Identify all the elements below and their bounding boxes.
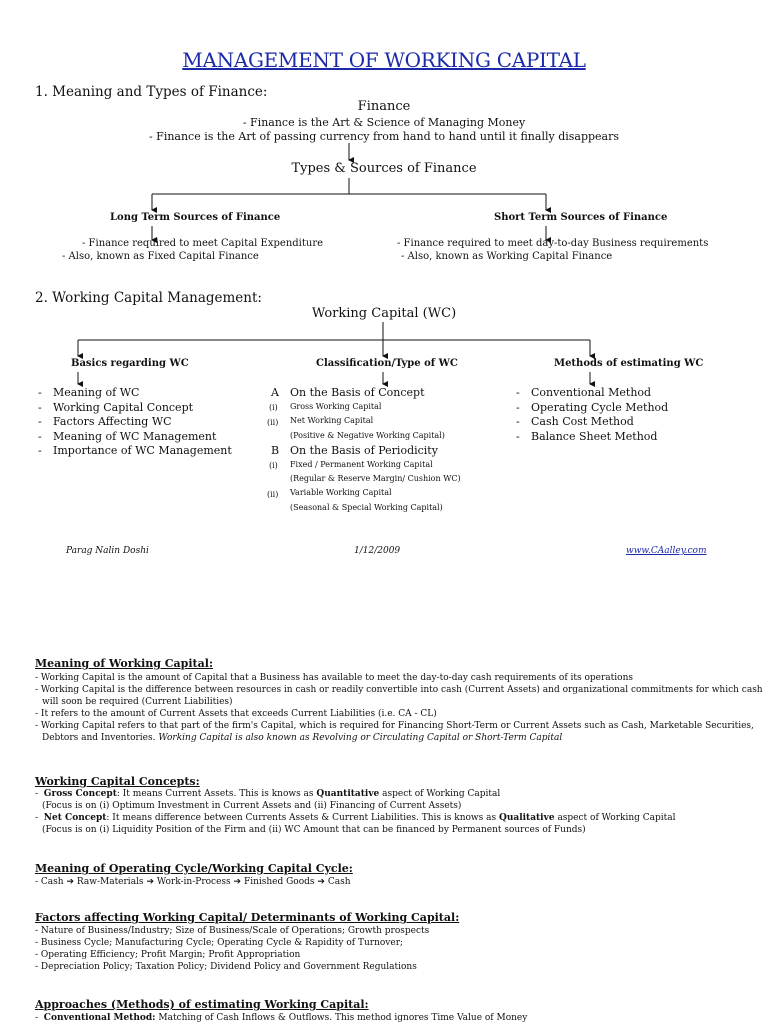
short-term-line-2: - Also, known as Working Capital Finance <box>401 251 613 262</box>
list-item: - Balance Sheet Method <box>516 429 658 443</box>
net-concept-line: - Net Concept: It means difference between Currents Assets & Current Liabilities. This is knows as Qualitative aspect of Working Capital <box>35 813 676 823</box>
classification-b-i-note: (Regular & Reserve Margin/ Cushion WC) <box>290 474 461 483</box>
classification-a-label: On the Basis of Concept <box>290 386 425 399</box>
arrow-right-icon: ➔ <box>66 877 75 887</box>
factors-heading: Factors affecting Working Capital/ Determinants of Working Capital: <box>35 911 460 924</box>
cycle-step: Raw-Materials <box>76 877 144 887</box>
methods-title: Methods of estimating WC <box>554 358 704 369</box>
classification-b-i: Fixed / Permanent Working Capital <box>290 460 433 469</box>
cycle-step: Cash <box>40 877 64 887</box>
factors-list <box>35 925 429 973</box>
cycle-step: Cash <box>327 877 351 887</box>
meaning-line-1: - Working Capital is the amount of Capital that a Business has available to meet the day-to-day cash requirements of its operations <box>35 673 633 683</box>
basics-list <box>38 386 232 459</box>
footer-date: 1/12/2009 <box>354 546 401 556</box>
classification-a-marker: A <box>271 386 279 399</box>
wc-concepts-heading: Working Capital Concepts: <box>35 775 200 788</box>
classification-a-ii: Net Working Capital <box>290 416 374 425</box>
operating-cycle-flow: - Cash ➔ Raw-Materials ➔ Work-in-Process ➔ Finished Goods ➔ Cash <box>35 877 351 887</box>
working-capital-title: Working Capital (WC) <box>311 306 457 321</box>
section-2-heading: 2. Working Capital Management: <box>35 290 262 306</box>
finance-line-1: - Finance is the Art & Science of Managing Money <box>242 116 526 129</box>
finance-title: Finance <box>357 99 411 114</box>
types-sources-title: Types & Sources of Finance <box>291 161 477 176</box>
list-item: - Cash Cost Method <box>516 415 634 428</box>
operating-cycle-heading: Meaning of Operating Cycle/Working Capital Cycle: <box>35 862 353 875</box>
net-concept-note: (Focus is on (i) Liquidity Position of the Firm and (ii) WC Amount that can be financed by Permanent sources of Funds) <box>42 825 586 835</box>
classification-b-ii-marker: (ii) <box>267 490 279 499</box>
cycle-step: Work-in-Process <box>156 877 231 887</box>
classification-a-i-marker: (i) <box>269 403 278 412</box>
long-term-line-1: - Finance required to meet Capital Expenditure <box>82 238 324 249</box>
gross-concept-note: (Focus is on (i) Optimum Investment in Current Assets and (ii) Financing of Current Assets) <box>42 801 462 811</box>
list-item: - Factors Affecting WC <box>38 415 172 428</box>
list-item: - Meaning of WC Management <box>38 429 217 443</box>
meaning-line-3: will soon be required (Current Liabilities) <box>42 697 233 707</box>
list-item: - Conventional Method <box>516 386 652 399</box>
classification-b-label: On the Basis of Periodicity <box>290 444 438 457</box>
basics-title: Basics regarding WC <box>71 358 189 369</box>
meaning-line-5: - Working Capital refers to that part of the firm's Capital, which is required for Financing Short-Term or Current Assets such as Cash, Marketable Securities, <box>35 721 754 731</box>
list-item: - Operating Efficiency; Profit Margin; Profit Appropriation <box>35 950 301 960</box>
meaning-line-2: - Working Capital is the difference between resources in cash or readily convertible into cash (Current Assets) and organizational commitments for which cash <box>35 685 763 695</box>
classification-b-ii: Variable Working Capital <box>290 488 392 497</box>
section-1-heading: 1. Meaning and Types of Finance: <box>35 84 268 100</box>
list-item: - Meaning of WC <box>38 386 140 399</box>
list-item: - Working Capital Concept <box>38 400 194 414</box>
cycle-step: Finished Goods <box>243 877 315 887</box>
arrow-right-icon: ➔ <box>233 877 242 887</box>
methods-list <box>516 386 668 444</box>
classification-a-ii-note: (Positive & Negative Working Capital) <box>290 431 445 440</box>
meaning-line-4: - It refers to the amount of Current Assets that exceeds Current Liabilities (i.e. CA - CL) <box>35 709 437 719</box>
approaches-line: - Conventional Method: Matching of Cash Inflows & Outflows. This method ignores Time Value of Money <box>35 1013 528 1023</box>
short-term-line-1: - Finance required to meet day-to-day Business requirements <box>397 238 709 249</box>
meaning-wc-body <box>35 672 763 744</box>
classification-a-i: Gross Working Capital <box>290 402 382 411</box>
short-term-title: Short Term Sources of Finance <box>494 212 668 223</box>
arrow-right-icon: ➔ <box>146 877 154 887</box>
gross-concept-line: - Gross Concept: It means Current Assets. This is knows as Quantitative aspect of Working Capital <box>35 789 501 799</box>
list-item: - Business Cycle; Manufacturing Cycle; Operating Cycle & Rapidity of Turnover; <box>35 938 404 948</box>
list-item: - Operating Cycle Method <box>516 400 669 414</box>
footer-website-link[interactable]: www.CAalley.com <box>626 546 707 556</box>
classification-b-marker: B <box>271 444 280 457</box>
approaches-heading: Approaches (Methods) of estimating Working Capital: <box>35 998 369 1011</box>
classification-b-ii-note: (Seasonal & Special Working Capital) <box>290 503 443 512</box>
classification-a-ii-marker: (ii) <box>267 418 279 427</box>
long-term-title: Long Term Sources of Finance <box>110 212 281 223</box>
classification-b-i-marker: (i) <box>269 461 278 470</box>
page-title: MANAGEMENT OF WORKING CAPITAL <box>182 48 586 72</box>
meaning-line-6: Debtors and Inventories. Working Capital is also known as Revolving or Circulating Capital or Short-Term Capital <box>42 733 563 743</box>
finance-line-2: - Finance is the Art of passing currency from hand to hand until it finally disappears <box>148 130 620 143</box>
classification-title: Classification/Type of WC <box>316 358 458 369</box>
arrow-right-icon: ➔ <box>317 877 325 887</box>
list-item: - Importance of WC Management <box>38 444 232 457</box>
long-term-line-2: - Also, known as Fixed Capital Finance <box>62 251 259 262</box>
meaning-wc-heading: Meaning of Working Capital: <box>35 657 214 670</box>
list-item: - Depreciation Policy; Taxation Policy; Dividend Policy and Government Regulations <box>35 962 417 972</box>
footer-author: Parag Nalin Doshi <box>66 546 149 556</box>
wc-concepts-body <box>35 788 676 836</box>
list-item: - Nature of Business/Industry; Size of Business/Scale of Operations; Growth prospects <box>35 926 430 936</box>
